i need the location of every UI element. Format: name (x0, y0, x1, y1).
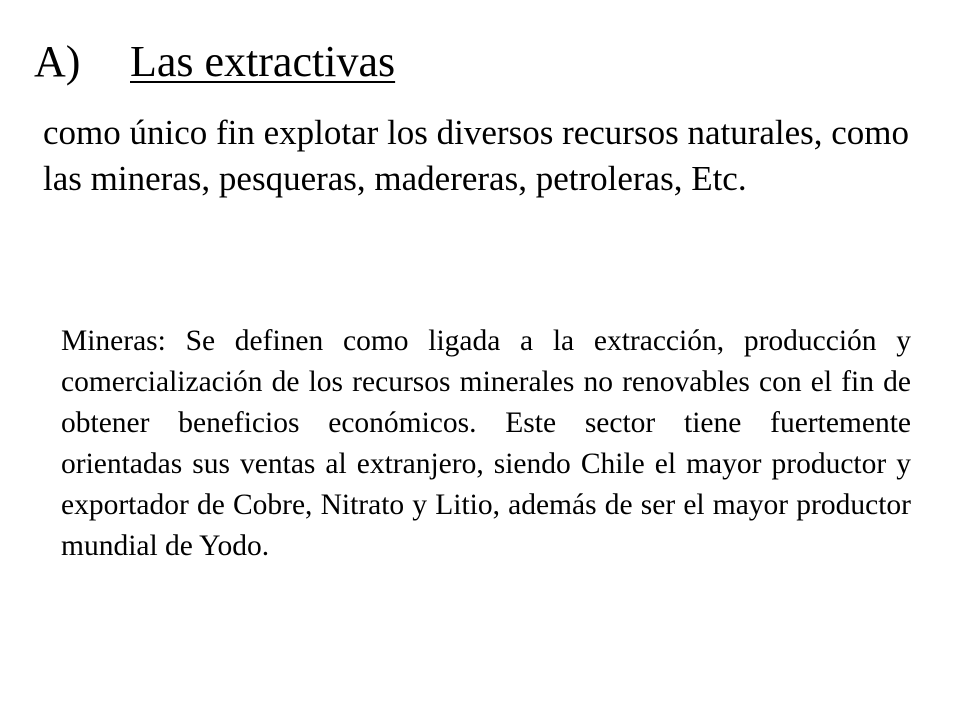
mineras-paragraph: Mineras: Se definen como ligada a la extracción, producción y comercialización de los recursos minerales no renovables con el fin de obtener beneficios económicos. Este sector tiene fuertemente orientadas sus ventas al extranjero, siendo Chile el mayor productor y exportador de Cobre, Nitrato y Litio, además de ser el mayor productor mundial de Yodo. (61, 325, 911, 562)
heading-marker: A) (34, 37, 81, 86)
section-heading (34, 34, 395, 90)
heading-title: Las extractivas (130, 37, 396, 86)
intro-paragraph: como único fin explotar los diversos recursos naturales, como las mineras, pesqueras, madereras, petroleras, Etc. (43, 113, 910, 198)
